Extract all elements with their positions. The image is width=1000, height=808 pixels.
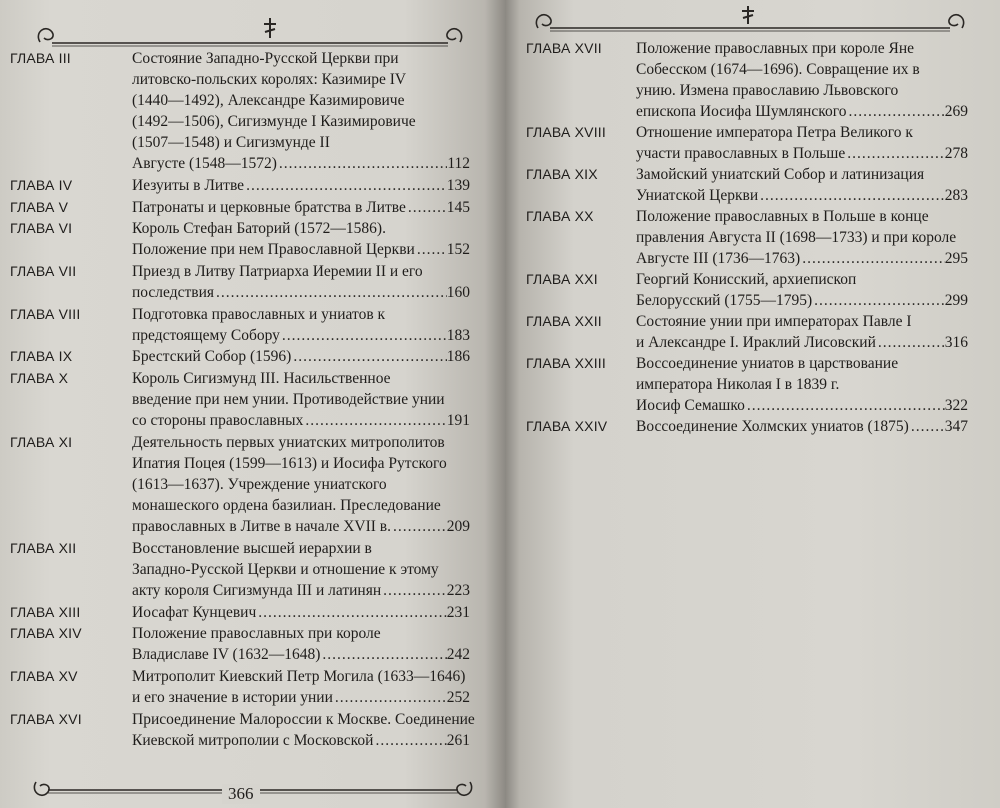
leader-dots xyxy=(909,416,945,437)
title-line: (1492—1506), Сигизмунде I Казимировиче xyxy=(132,113,416,130)
chapter-title xyxy=(636,122,968,164)
toc-entry xyxy=(10,538,470,599)
title-line: Георгий Конисский, архиепископ xyxy=(636,270,857,288)
chapter-label: ГЛАВА XIV xyxy=(10,625,82,642)
title-line: участи православных в Польше xyxy=(636,144,846,162)
title-line: Брестский Собор (1596) xyxy=(132,348,292,366)
leader-dots xyxy=(277,153,447,174)
toc-entry xyxy=(10,623,470,664)
leader-dots xyxy=(214,282,447,303)
chapter-title xyxy=(636,269,968,311)
chapter-title xyxy=(132,432,470,537)
chapter-title xyxy=(636,164,968,206)
chapter-title xyxy=(132,175,470,196)
page-ref: 316 xyxy=(944,333,968,351)
leader-dots xyxy=(745,395,945,416)
title-line: православных в Литве в начале XVII в. xyxy=(132,517,392,535)
chapter-label: ГЛАВА XIII xyxy=(10,603,81,620)
leader-dots xyxy=(812,290,945,311)
chapter-label: ГЛАВА VIII xyxy=(10,305,81,322)
toc-entry xyxy=(526,269,968,309)
chapter-label: ГЛАВА XVIII xyxy=(526,123,606,140)
toc-entry xyxy=(526,206,968,267)
chapter-title xyxy=(132,623,470,665)
title-line: Приезд в Литву Патриарха Иеремии II и его xyxy=(132,263,423,280)
title-line: со стороны православных xyxy=(132,412,304,429)
title-line: Белорусский (1755—1795) xyxy=(636,291,813,309)
chapter-title xyxy=(132,346,470,367)
toc-entry xyxy=(10,346,470,364)
chapter-label: ГЛАВА XI xyxy=(10,433,73,450)
chapter-label: ГЛАВА XVII xyxy=(526,40,602,56)
leader-dots xyxy=(845,143,945,164)
toc-entry xyxy=(10,197,470,215)
title-line: Иосиф Семашко xyxy=(636,397,745,414)
toc-entry xyxy=(526,38,968,120)
title-line: и его значение в истории унии xyxy=(132,688,333,706)
page-ref: 191 xyxy=(446,412,470,429)
chapter-label: ГЛАВА XXIII xyxy=(526,355,606,371)
title-line: Собесском (1674—1696). Совращение их в xyxy=(636,61,920,78)
page-ref: 145 xyxy=(446,198,470,216)
chapter-title xyxy=(132,304,470,346)
toc-entry xyxy=(10,218,470,259)
title-line: Патронаты и церковные братства в Литве xyxy=(132,198,406,216)
page-ref: 160 xyxy=(446,284,470,301)
title-line: Положение при нем Православной Церкви xyxy=(132,241,415,259)
chapter-label: ГЛАВА XXI xyxy=(526,270,598,287)
top-ornament-left xyxy=(32,16,468,50)
title-line: Августе (1548—1572) xyxy=(132,155,277,172)
page-ref: 183 xyxy=(446,326,470,344)
chapter-label: ГЛАВА XXII xyxy=(526,312,602,329)
page-ref: 231 xyxy=(446,603,470,621)
title-line: Ипатия Поцея (1599—1613) и Иосифа Рутского xyxy=(132,454,447,472)
leader-dots xyxy=(391,516,447,537)
title-line: монашеского ордена базилиан. Преследование xyxy=(132,496,441,514)
title-line: Униатской Церкви xyxy=(636,186,759,204)
toc-entry xyxy=(10,261,470,301)
chapter-title xyxy=(636,38,968,122)
page-ref: 223 xyxy=(446,581,470,599)
toc-entry xyxy=(10,175,470,193)
title-line: Митрополит Киевский Петр Могила (1633—1646) xyxy=(132,667,466,685)
toc-entry xyxy=(526,122,968,162)
page-ref: 186 xyxy=(446,348,470,366)
chapter-label: ГЛАВА XXIV xyxy=(526,417,608,434)
leader-dots xyxy=(256,602,447,623)
title-line: Августе III (1736—1763) xyxy=(636,249,801,267)
page-ref: 295 xyxy=(944,249,968,267)
toc-entry xyxy=(526,416,968,434)
title-line: Отношение императора Петра Великого к xyxy=(636,123,913,141)
title-line: Король Сигизмунд III. Насильственное xyxy=(132,370,391,387)
title-line: Положение православных при короле xyxy=(132,625,381,643)
chapter-title xyxy=(636,353,968,416)
cross-icon xyxy=(742,6,754,24)
title-line: Положение православных при короле Яне xyxy=(636,40,914,57)
title-line: введение при нем унии. Противодействие унии xyxy=(132,391,445,408)
title-line: (1440—1492), Александре Казимировиче xyxy=(132,92,405,109)
title-line: Деятельность первых униатских митрополитов xyxy=(132,433,445,451)
page-ref: 112 xyxy=(447,155,470,172)
leader-dots xyxy=(758,185,945,206)
chapter-label: ГЛАВА XV xyxy=(10,667,78,684)
title-line: предстоящему Собору xyxy=(132,326,280,344)
leader-dots xyxy=(320,644,446,665)
page-number: 366 xyxy=(222,784,260,804)
chapter-title xyxy=(636,311,968,353)
title-line: Состояние Западно-Русской Церкви при xyxy=(132,50,399,67)
page-ref: 269 xyxy=(944,103,968,120)
title-line: епископа Иосифа Шумлянского xyxy=(636,103,847,120)
page-ref: 261 xyxy=(446,731,470,749)
chapter-label: ГЛАВА XX xyxy=(526,207,594,224)
page-ref: 347 xyxy=(944,417,968,435)
leader-dots xyxy=(291,346,446,367)
chapter-title xyxy=(636,416,968,437)
toc-entry xyxy=(10,709,475,749)
toc-entry xyxy=(10,666,470,706)
title-line: Присоединение Малороссии к Москве. Соединение xyxy=(132,710,475,728)
page-ref: 299 xyxy=(944,291,968,309)
title-line: Подготовка православных и униатов к xyxy=(132,305,386,323)
toc-entry xyxy=(526,353,968,414)
chapter-title xyxy=(132,261,470,303)
cross-icon xyxy=(264,18,276,38)
chapter-label: ГЛАВА V xyxy=(10,198,69,215)
title-line: унию. Измена православию Львовского xyxy=(636,82,899,99)
chapter-label: ГЛАВА XVI xyxy=(10,710,82,727)
title-line: литовско-польских королях: Казимире IV xyxy=(132,71,407,88)
toc-entry xyxy=(10,432,470,535)
title-line: Иосафат Кунцевич xyxy=(132,603,257,621)
chapter-label: ГЛАВА III xyxy=(10,50,71,66)
chapter-label: ГЛАВА VII xyxy=(10,263,77,279)
leader-dots xyxy=(333,687,447,708)
leader-dots xyxy=(876,332,945,353)
title-line: последствия xyxy=(132,284,215,301)
leader-dots xyxy=(381,580,447,601)
chapter-title xyxy=(132,602,470,623)
toc-entry xyxy=(526,311,968,351)
leader-dots xyxy=(303,410,446,431)
chapter-title xyxy=(132,538,470,601)
title-line: Воссоединение Холмских униатов (1875) xyxy=(636,417,909,435)
page-ref: 209 xyxy=(446,517,470,535)
chapter-title xyxy=(132,197,470,218)
title-line: Иезуиты в Литве xyxy=(132,177,245,195)
chapter-label: ГЛАВА IV xyxy=(10,177,73,194)
leader-dots xyxy=(244,175,447,196)
page-ref: 152 xyxy=(446,241,470,259)
page-ref: 283 xyxy=(944,186,968,204)
leader-dots xyxy=(846,101,944,122)
page-ref: 139 xyxy=(446,177,470,195)
page-ref: 322 xyxy=(944,397,968,414)
title-line: (1613—1637). Учреждение униатского xyxy=(132,475,387,493)
title-line: (1507—1548) и Сигизмунде II xyxy=(132,134,330,151)
leader-dots xyxy=(406,197,447,218)
title-line: Состояние унии при императорах Павле I xyxy=(636,312,912,330)
title-line: Восстановление высшей иерархии в xyxy=(132,539,372,557)
leader-dots xyxy=(373,730,446,751)
title-line: Западно-Русской Церкви и отношение к этому xyxy=(132,560,439,578)
title-line: Воссоединение униатов в царствование xyxy=(636,355,899,372)
chapter-label: ГЛАВА XII xyxy=(10,539,77,556)
title-line: и Александре I. Ираклий Лисовский xyxy=(636,333,876,351)
chapter-label: ГЛАВА IX xyxy=(10,348,73,365)
title-line: императора Николая I в 1839 г. xyxy=(636,376,840,393)
toc-entry xyxy=(10,48,470,172)
title-line: Король Стефан Баторий (1572—1586). xyxy=(132,220,386,238)
title-line: правления Августа II (1698—1733) и при короле xyxy=(636,228,957,246)
chapter-label: ГЛАВА VI xyxy=(10,220,73,237)
title-line: Замойский униатский Собор и латинизация xyxy=(636,165,925,183)
toc-entry xyxy=(10,304,470,344)
toc-entry xyxy=(526,164,968,204)
chapter-title xyxy=(132,368,470,431)
page-ref: 278 xyxy=(944,144,968,162)
chapter-label: ГЛАВА X xyxy=(10,370,69,386)
title-line: Владиславе IV (1632—1648) xyxy=(132,646,321,664)
toc-entry xyxy=(10,602,470,620)
title-line: акту короля Сигизмунда III и латинян xyxy=(132,581,382,599)
title-line: Киевской митрополии с Московской xyxy=(132,731,374,749)
chapter-title xyxy=(132,709,475,751)
chapter-title xyxy=(132,218,470,260)
leader-dots xyxy=(415,239,447,260)
leader-dots xyxy=(800,248,945,269)
chapter-title xyxy=(636,206,968,269)
chapter-label: ГЛАВА XIX xyxy=(526,165,598,182)
top-ornament-right xyxy=(530,6,970,40)
title-line: Положение православных в Польше в конце xyxy=(636,207,929,225)
chapter-title xyxy=(132,48,470,174)
page-ref: 252 xyxy=(446,688,470,706)
chapter-title xyxy=(132,666,470,708)
toc-entry xyxy=(10,368,470,429)
page-ref: 242 xyxy=(446,646,470,664)
leader-dots xyxy=(280,325,447,346)
